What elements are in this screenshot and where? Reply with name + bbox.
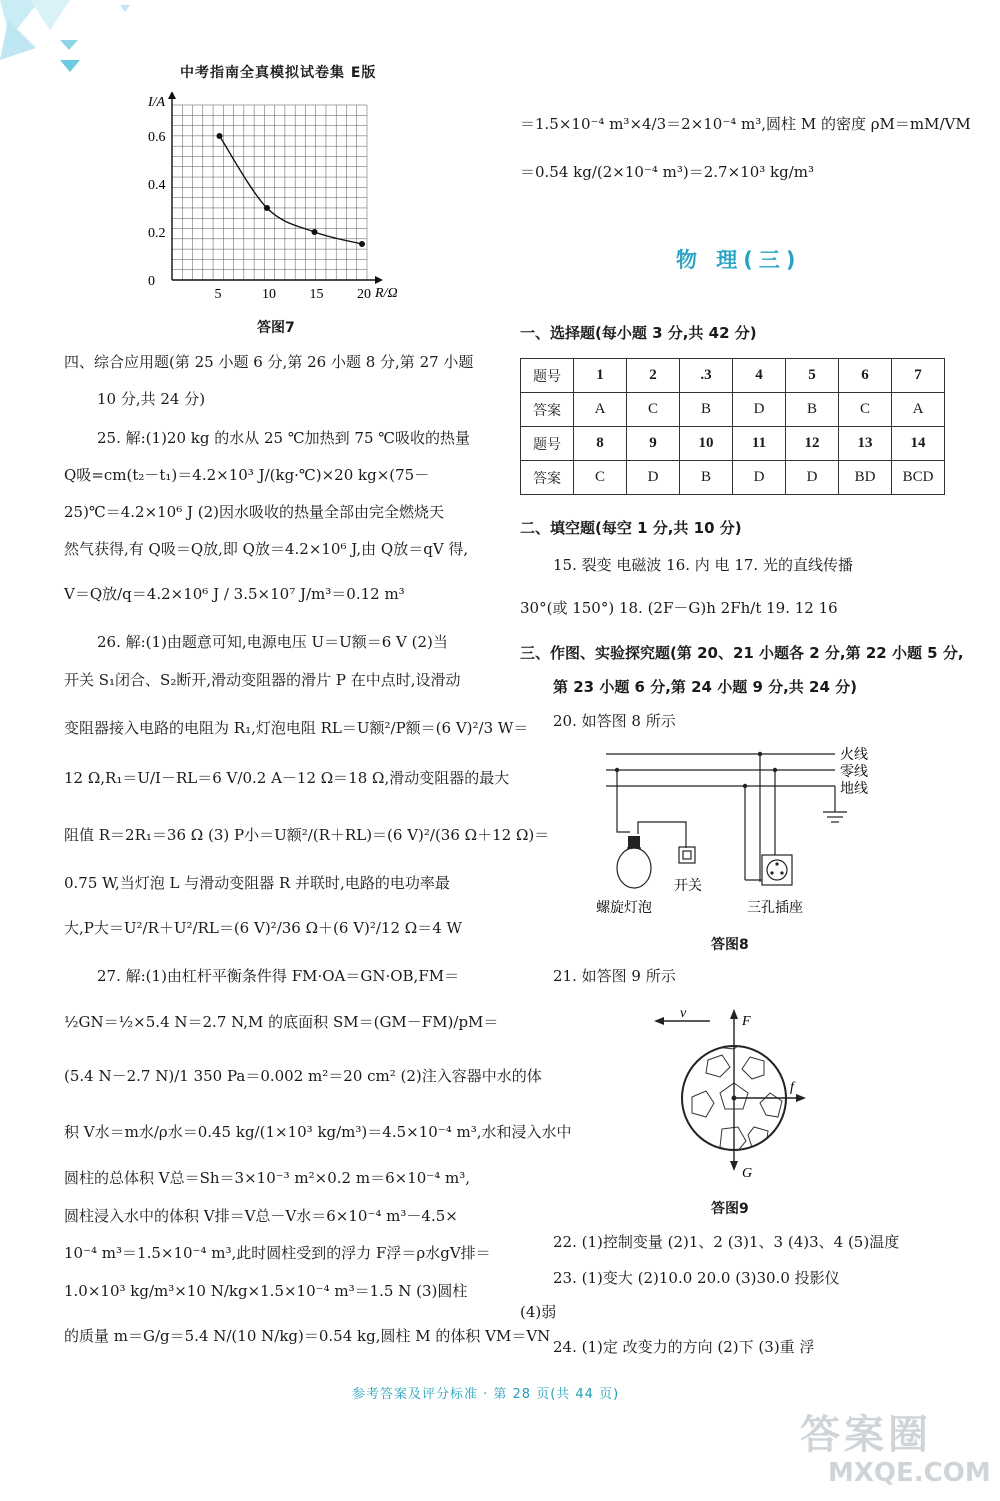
page-footer: 参考答案及评分标准 · 第 28 页(共 44 页) <box>352 1387 620 1402</box>
left-line: 27. 解:(1)由杠杆平衡条件得 FM·OA＝GN·OB,FM＝ <box>97 967 460 985</box>
left-line: 大,P大＝U²/R＋U²/RL＝(6 V)²/36 Ω＋(6 V)²/12 Ω＝4 W <box>64 919 462 937</box>
left-line: 开关 S₁闭合、S₂断开,滑动变阻器的滑片 P 在中点时,设滑动 <box>64 671 461 689</box>
right-line: ＝0.54 kg/(2×10⁻⁴ m³)＝2.7×10³ kg/m³ <box>520 163 815 181</box>
neutral-wire-label: 零线 <box>840 764 868 780</box>
table-cell: 答案 <box>521 393 574 427</box>
q20-text: 20. 如答图 8 所示 <box>553 712 676 730</box>
q21-text: 21. 如答图 9 所示 <box>553 967 676 985</box>
table-cell: C <box>574 461 627 495</box>
table-cell: C <box>839 393 892 427</box>
table-cell: C <box>627 393 680 427</box>
table-cell: D <box>786 461 839 495</box>
table-cell: .3 <box>680 359 733 393</box>
data-point <box>217 133 223 139</box>
socket-label: 三孔插座 <box>747 900 803 916</box>
table-cell: 答案 <box>521 461 574 495</box>
velocity-label: v <box>680 1006 687 1021</box>
table-cell: A <box>574 393 627 427</box>
table-cell: 12 <box>786 427 839 461</box>
series-line <box>220 136 363 244</box>
x-tick-label: 5 <box>214 287 222 302</box>
left-line: 四、综合应用题(第 25 小题 6 分,第 26 小题 8 分,第 27 小题 <box>64 353 474 371</box>
y-axis-arrow <box>168 92 176 99</box>
left-line: Q吸=cm(t₂－t₁)＝4.2×10³ J/(kg·℃)×20 kg×(75－ <box>64 466 430 484</box>
table-cell: B <box>680 393 733 427</box>
x-tick-label: 10 <box>262 287 276 302</box>
left-line: 26. 解:(1)由题意可知,电源电压 U＝U额＝6 V (2)当 <box>97 633 448 651</box>
x-tick-label: 15 <box>309 287 324 302</box>
corner-decoration <box>0 0 160 80</box>
switch-label: 开关 <box>674 878 702 894</box>
right-line: ＝1.5×10⁻⁴ m³×4/3＝2×10⁻⁴ m³,圆柱 M 的密度 ρM＝mM/VM <box>520 115 971 133</box>
fill-line: 30°(或 150°) 18. (2F－G)h 2Fh/t 19. 12 16 <box>520 599 838 617</box>
lab-heading: 第 23 小题 6 分,第 24 小题 9 分,共 24 分) <box>553 678 857 696</box>
q23-text: 23. (1)变大 (2)10.0 20.0 (3)30.0 投影仪 <box>553 1269 840 1287</box>
left-line: 25. 解:(1)20 kg 的水从 25 ℃加热到 75 ℃吸收的热量 <box>97 429 471 447</box>
table-cell: 10 <box>680 427 733 461</box>
ball-caption: 答图9 <box>711 1201 749 1217</box>
y-tick-label: 0 <box>148 274 155 289</box>
left-line: V＝Q放/q＝4.2×10⁶ J / 3.5×10⁷ J/m³＝0.12 m³ <box>64 585 405 603</box>
table-row <box>521 461 945 495</box>
y-axis-label: I/A <box>148 95 166 110</box>
data-point <box>359 241 365 247</box>
fill-heading: 二、填空题(每空 1 分,共 10 分) <box>520 519 742 537</box>
page-header: 中考指南全真模拟试卷集 E版 <box>180 65 377 81</box>
table-row <box>521 359 945 393</box>
table-cell: 6 <box>839 359 892 393</box>
left-line: 10⁻⁴ m³＝1.5×10⁻⁴ m³,此时圆柱受到的浮力 F浮＝ρ水gV排＝ <box>64 1244 491 1262</box>
table-cell: 2 <box>627 359 680 393</box>
x-axis-arrow <box>375 276 383 284</box>
graph-7-plot <box>148 92 383 302</box>
circuit-diagram <box>590 740 890 925</box>
table-cell: 14 <box>892 427 945 461</box>
fill-line: 15. 裂变 电磁波 16. 内 电 17. 光的直线传播 <box>553 556 853 574</box>
table-cell: 7 <box>892 359 945 393</box>
table-cell: B <box>680 461 733 495</box>
live-wire-label: 火线 <box>840 747 868 763</box>
q22-text: 22. (1)控制变量 (2)1、2 (3)1、3 (4)3、4 (5)温度 <box>553 1233 900 1251</box>
answer-table <box>520 358 945 495</box>
table-cell: 题号 <box>521 427 574 461</box>
table-cell: 13 <box>839 427 892 461</box>
data-point <box>312 229 318 235</box>
table-cell: D <box>627 461 680 495</box>
friction-label: f <box>790 1080 794 1095</box>
y-tick-label: 0.4 <box>148 178 166 193</box>
table-cell: D <box>733 461 786 495</box>
left-line: ½GN＝½×5.4 N＝2.7 N,M 的底面积 SM＝(GM－FM)/pM＝ <box>64 1013 499 1031</box>
left-line: 25)℃＝4.2×10⁶ J (2)因水吸收的热量全部由完全燃烧天 <box>64 503 445 521</box>
table-cell: 11 <box>733 427 786 461</box>
lab-heading: 三、作图、实验探究题(第 20、21 小题各 2 分,第 22 小题 5 分, <box>520 644 964 662</box>
table-cell: 8 <box>574 427 627 461</box>
left-line: 12 Ω,R₁＝U/I－RL＝6 V/0.2 A－12 Ω＝18 Ω,滑动变阻器的最大 <box>64 769 510 787</box>
left-line: 的质量 m＝G/g＝5.4 N/(10 N/kg)＝0.54 kg,圆柱 M 的体积 VM＝VN <box>64 1327 551 1345</box>
left-line: 积 V水＝m水/ρ水＝0.45 kg/(1×10³ kg/m³)＝4.5×10⁻⁴ m³,水和浸入水中 <box>64 1123 572 1141</box>
bulb-label: 螺旋灯泡 <box>596 900 652 916</box>
left-line: 阻值 R＝2R₁＝36 Ω (3) P小＝U额²/(R＋RL)＝(6 V)²/(36 Ω＋12 Ω)＝ <box>64 826 550 844</box>
watermark-url: MXQE.COM <box>828 1458 991 1488</box>
left-line: 圆柱浸入水中的体积 V排＝V总－V水＝6×10⁻⁴ m³－4.5× <box>64 1207 458 1225</box>
table-cell: 5 <box>786 359 839 393</box>
table-cell: B <box>786 393 839 427</box>
left-line: 0.75 W,当灯泡 L 与滑动变阻器 R 并联时,电路的电功率最 <box>64 874 450 892</box>
table-row <box>521 427 945 461</box>
left-line: 10 分,共 24 分) <box>97 390 206 408</box>
gravity-label: G <box>742 1166 753 1181</box>
watermark-logo: 答案圈 <box>800 1412 932 1458</box>
table-cell: 题号 <box>521 359 574 393</box>
force-f-up-label: F <box>742 1014 751 1029</box>
mc-heading: 一、选择题(每小题 3 分,共 42 分) <box>520 324 757 342</box>
section-title: 物 理(三) <box>676 248 802 272</box>
left-line: 1.0×10³ kg/m³×10 N/kg×1.5×10⁻⁴ m³＝1.5 N (3)圆柱 <box>64 1282 468 1300</box>
table-cell: 4 <box>733 359 786 393</box>
table-cell: A <box>892 393 945 427</box>
q24-text: 24. (1)定 改变力的方向 (2)下 (3)重 浮 <box>553 1338 815 1356</box>
force-diagram <box>650 1005 820 1185</box>
graph-7 <box>140 92 420 307</box>
table-cell: 1 <box>574 359 627 393</box>
table-cell: D <box>733 393 786 427</box>
q23-text-2: (4)弱 <box>520 1303 557 1321</box>
table-row <box>521 393 945 427</box>
table-cell: 9 <box>627 427 680 461</box>
ground-wire-label: 地线 <box>840 781 868 797</box>
left-line: (5.4 N－2.7 N)/1 350 Pa＝0.002 m²＝20 cm² (2)注入容器中水的体 <box>64 1067 542 1085</box>
table-cell: BD <box>839 461 892 495</box>
data-point <box>264 205 270 211</box>
left-line: 然气获得,有 Q吸＝Q放,即 Q放＝4.2×10⁶ J,由 Q放＝qV 得, <box>64 540 469 558</box>
left-line: 变阻器接入电路的电阻为 R₁,灯泡电阻 RL＝U额²/P额＝(6 V)²/3 W＝ <box>64 719 529 737</box>
y-tick-label: 0.2 <box>148 226 166 241</box>
x-axis-label: R/Ω <box>375 286 398 301</box>
left-line: 圆柱的总体积 V总＝Sh＝3×10⁻³ m²×0.2 m＝6×10⁻⁴ m³, <box>64 1169 470 1187</box>
graph-7-caption: 答图7 <box>257 320 295 336</box>
table-cell: BCD <box>892 461 945 495</box>
circuit-caption: 答图8 <box>711 937 749 953</box>
y-tick-label: 0.6 <box>148 130 166 145</box>
x-tick-label: 20 <box>357 287 371 302</box>
